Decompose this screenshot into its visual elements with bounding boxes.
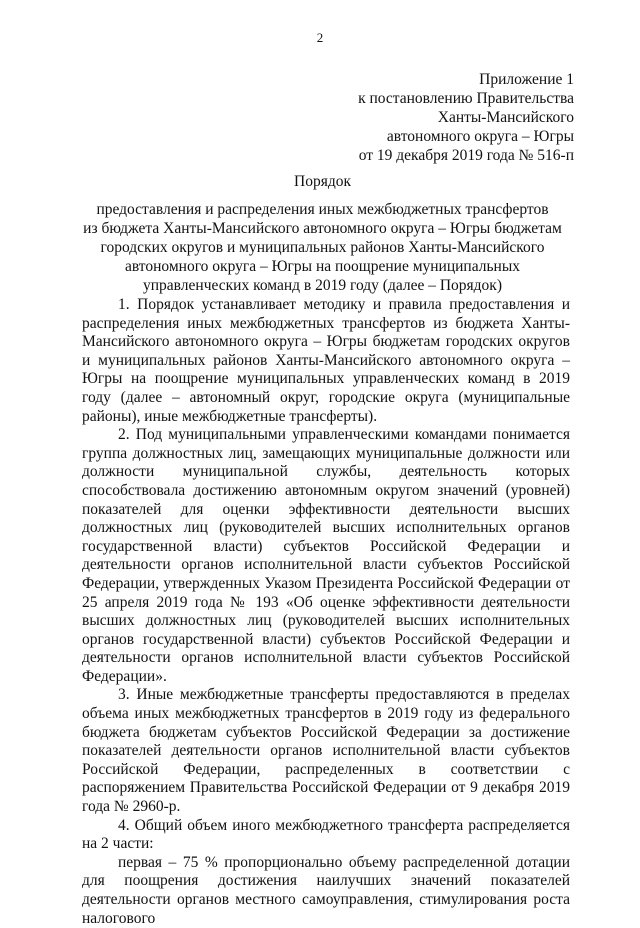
paragraph-1: 1. Порядок устанавливает методику и правила предоставления и распределения иных межбюджетных трансфертов из бюджета Ханты-Мансийского автономного округа – Югры бюджетам городских округов и муниципальных районов Ханты-Мансийского автономного округа – Югры на поощрение муниципальных управленческих команд в 2019 году (далее – автономный округ, городские округа (муниципальные районы), иные межбюджетные трансферты). — [82, 296, 570, 425]
title-line: управленческих команд в 2019 году (далее – Порядок) — [143, 277, 502, 294]
document-title — [70, 172, 575, 295]
title-line: из бюджета Ханты-Мансийского автономного округа – Югры бюджетам — [83, 220, 562, 237]
paragraph-2: 2. Под муниципальными управленческими командами понимается группа должностных лиц, замещающих муниципальные должности или должности муниципальной службы, деятельность которых способствовала достижению автономным округом значений (уровней) показателей для оценки эффективности деятельности высших должностных лиц (руководителей высших исполнительных органов государственной власти) субъектов Российской Федерации и деятельности органов исполнительной власти субъектов Российской Федерации, утвержденных Указом Президента Российской Федерации от 25 апреля 2019 года № 193 «Об оценке эффективности деятельности высших должностных лиц (руководителей высших исполнительных органов государственной власти) субъектов Российской Федерации и деятельности органов исполнительной власти субъектов Российской Федерации». — [82, 426, 570, 685]
paragraph-4-part-1: первая – 75 % пропорционально объему распределенной дотации для поощрения достижения наилучших значений показателей деятельности органов местного самоуправления, стимулирования роста налогового — [82, 853, 570, 927]
title-line: предоставления и распределения иных межбюджетных трансфертов — [96, 201, 549, 218]
title-line: городских округов и муниципальных районов Ханты-Мансийского — [100, 239, 545, 256]
appendix-line: автономного округа – Югры — [386, 128, 574, 145]
page-number: 2 — [316, 30, 324, 45]
paragraph-4: 4. Общий объем иного межбюджетного трансферта распределяется на 2 части: — [82, 816, 570, 853]
appendix-line: от 19 декабря 2019 года № 516-п — [358, 147, 574, 164]
title-heading: Порядок — [294, 173, 351, 190]
paragraph-3: 3. Иные межбюджетные трансферты предоставляются в пределах объема иных межбюджетных трансфертов в 2019 году из федерального бюджета бюджетам субъектов Российской Федерации за достижение показателей деятельности органов исполнительной власти субъектов Российской Федерации, распределенных в соответствии с распоряжением Правительства Российской Федерации от 9 декабря 2019 года № 2960-р. — [82, 686, 570, 816]
title-line: автономного округа – Югры на поощрение муниципальных — [124, 258, 521, 275]
document-body — [82, 296, 570, 928]
appendix-line: Приложение 1 — [479, 71, 574, 88]
appendix-line: к постановлению Правительства — [358, 90, 574, 107]
appendix-line: Ханты-Мансийского — [437, 109, 574, 126]
appendix-header — [358, 70, 574, 165]
